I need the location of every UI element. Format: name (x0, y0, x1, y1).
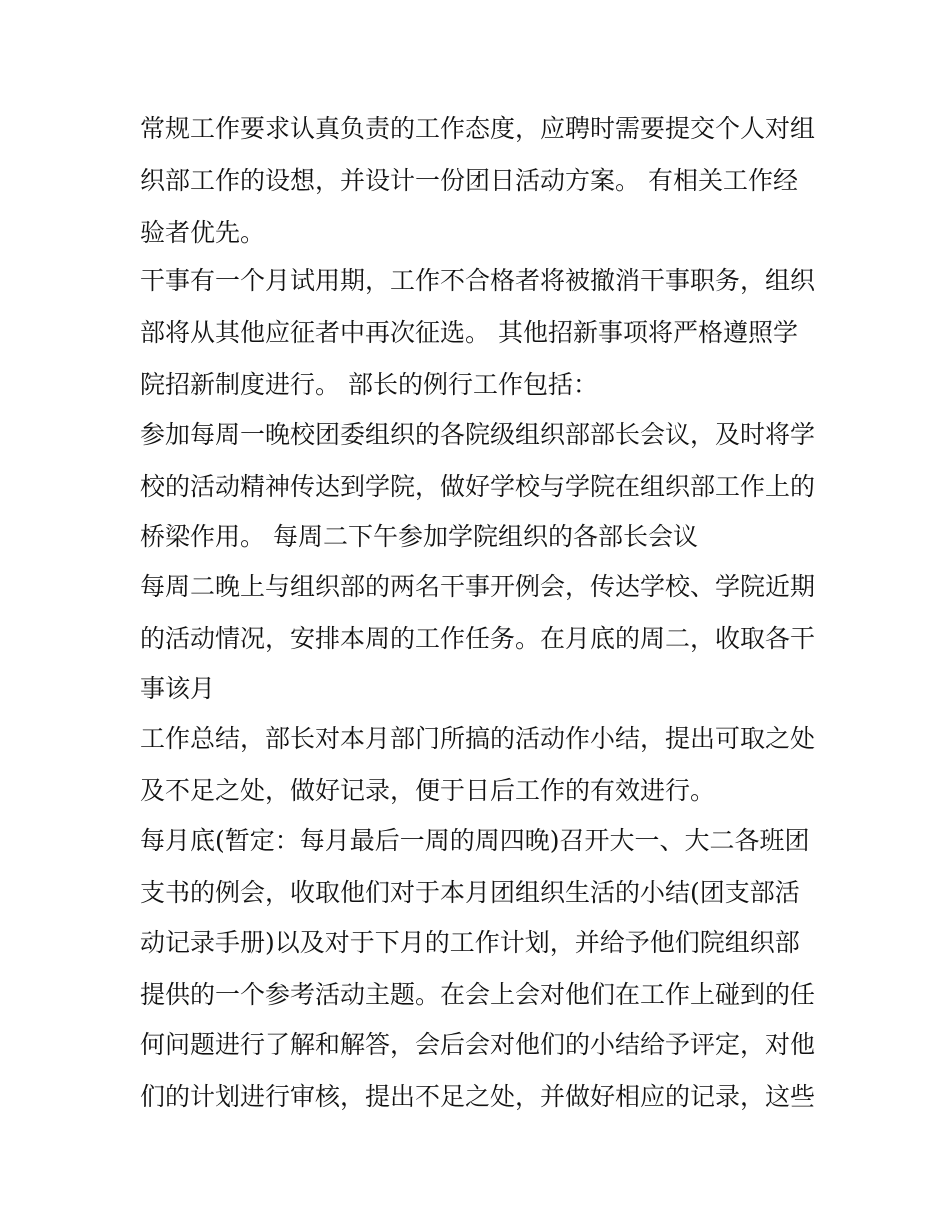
text-line: 织部工作的设想，并设计一份团日活动方案。 有相关工作经 (140, 166, 798, 195)
text-line: 部将从其他应征者中再次征选。 其他招新事项将严格遵照学 (140, 318, 798, 347)
text-line: 每周二晚上与组织部的两名干事开例会，传达学校、学院近期 (140, 572, 816, 601)
text-line: 们的计划进行审核，提出不足之处，并做好相应的记录，这些 (140, 1082, 816, 1111)
text-line: 工作总结，部长对本月部门所搞的活动作小结，提出可取之处 (140, 724, 816, 753)
text-line: 每月底(暂定：每月最后一周的周四晚)召开大一、大二各班团 (140, 826, 810, 855)
text-line: 桥梁作用。 每周二下午参加学院组织的各部长会议 (140, 522, 698, 551)
text-line: 的活动情况，安排本周的工作任务。在月底的周二，收取各干 (140, 624, 816, 653)
text-line: 验者优先。 (140, 218, 266, 247)
text-line: 及不足之处，做好记录，便于日后工作的有效进行。 (140, 776, 716, 805)
text-line: 参加每周一晚校团委组织的各院级组织部部长会议，及时将学 (140, 420, 816, 449)
text-line: 动记录手册)以及对于下月的工作计划，并给予他们院组织部 (140, 928, 800, 957)
text-line: 事该月 (140, 674, 216, 703)
text-line: 支书的例会，收取他们对于本月团组织生活的小结(团支部活 (140, 878, 800, 907)
text-line: 院招新制度进行。 部长的例行工作包括： (140, 370, 598, 399)
text-line: 常规工作要求认真负责的工作态度，应聘时需要提交个人对组 (140, 114, 816, 143)
text-line: 何问题进行了解和解答，会后会对他们的小结给予评定，对他 (140, 1030, 816, 1059)
text-line: 提供的一个参考活动主题。在会上会对他们在工作上碰到的任 (140, 980, 816, 1009)
text-line: 校的活动精神传达到学院，做好学校与学院在组织部工作上的 (140, 472, 816, 501)
text-line: 干事有一个月试用期，工作不合格者将被撤消干事职务，组织 (140, 266, 816, 295)
